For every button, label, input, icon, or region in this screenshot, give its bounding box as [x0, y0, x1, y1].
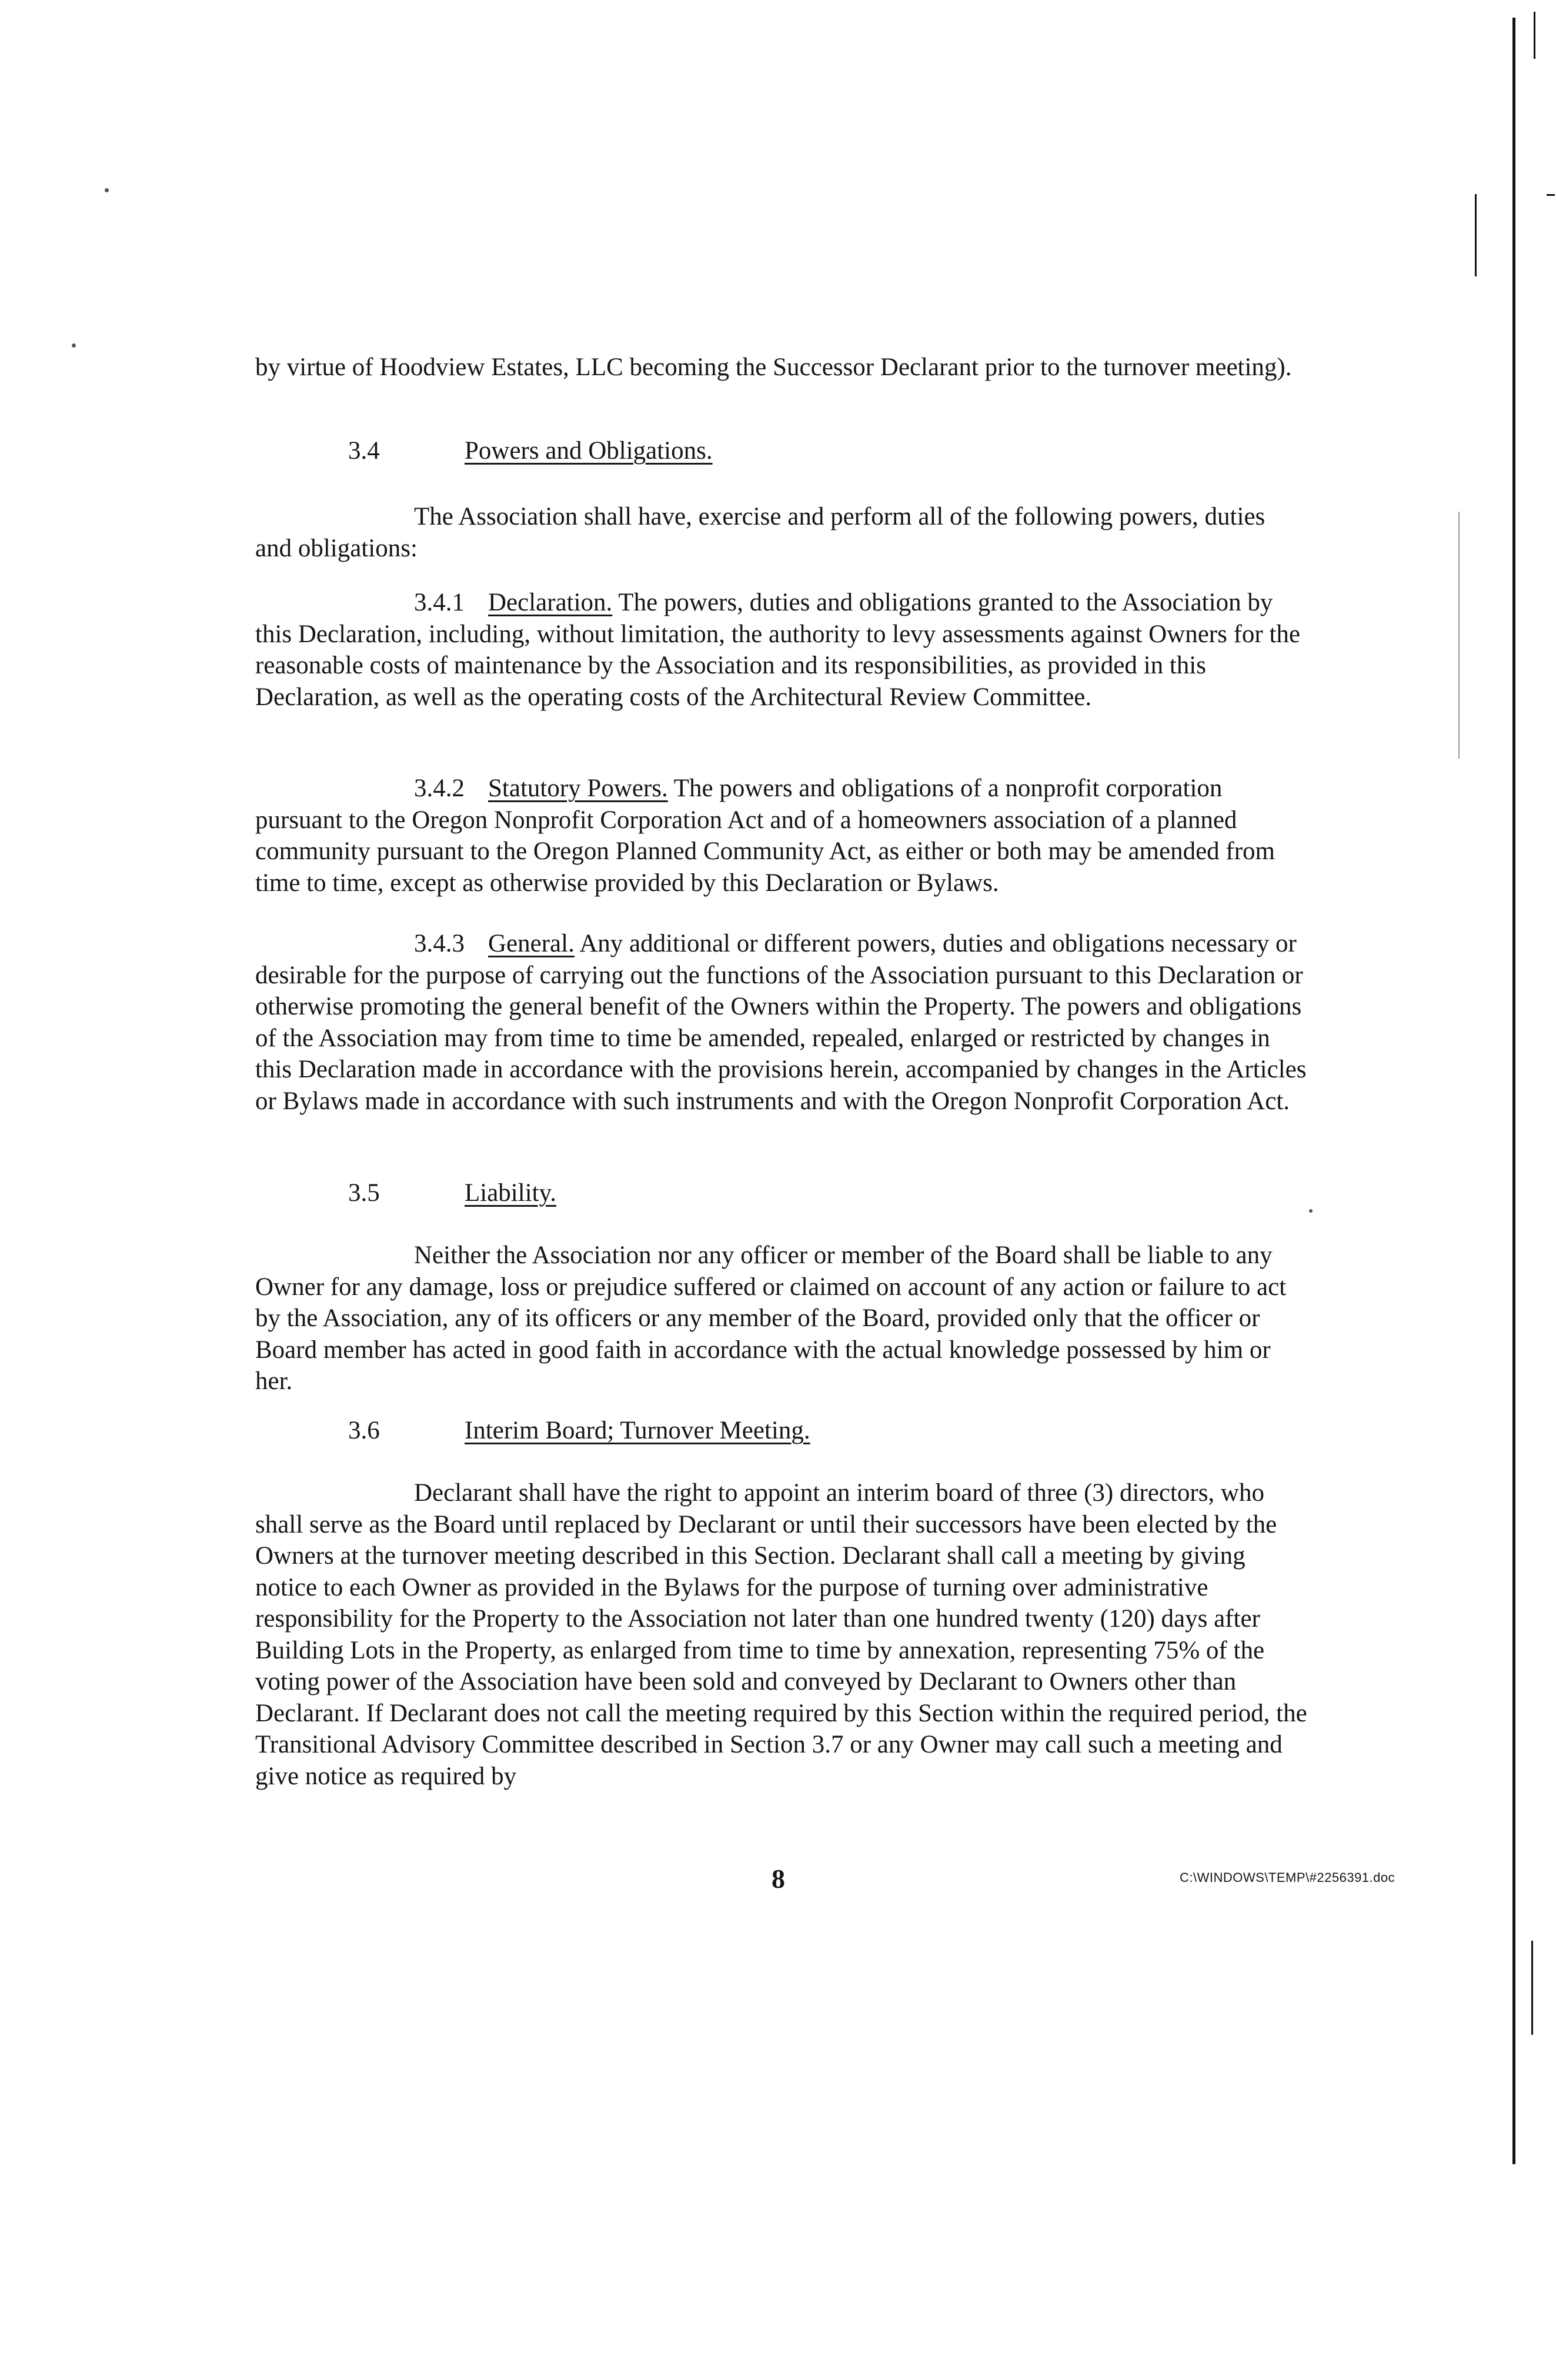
subsection-3-4-1: [255, 587, 1308, 713]
subsection-number: 3.4.1: [414, 589, 465, 616]
section-title: Powers and Obligations.: [465, 437, 713, 465]
footer-file-path: C:\WINDOWS\TEMP\#2256391.doc: [1180, 1870, 1395, 1885]
page-number: 8: [772, 1864, 785, 1894]
scan-edge-mark: [1547, 194, 1555, 196]
subsection-body: Any additional or different powers, duties and obligations necessary or desirable for the purpose of carrying out the functions of the Association pursuant to this Declaration or otherwise promoting the general benefit of the Owners within the Property. The powers and obligations of the Association may from time to time be amended, repealed, enlarged or restricted by changes in this Declaration made in accordance with the provisions herein, accompanied by changes in the Articles or Bylaws made in accordance with such instruments and with the Oregon Nonprofit Corporation Act.: [255, 930, 1307, 1115]
subsection-title: Statutory Powers.: [488, 775, 668, 802]
scan-edge-mark: [1458, 512, 1460, 759]
subsection-title: General.: [488, 930, 575, 957]
section-title: Liability.: [465, 1179, 557, 1207]
section-3-4-heading: [348, 435, 713, 467]
subsection-number: 3.4.3: [414, 930, 465, 957]
section-3-4-body: The Association shall have, exercise and perform all of the following powers, duties and obligations:: [255, 503, 1265, 562]
subsection-3-4-3: [255, 928, 1308, 1117]
scan-edge-line: [1512, 18, 1515, 2164]
section-number: 3.5: [348, 1179, 380, 1207]
section-title: Interim Board; Turnover Meeting.: [465, 1417, 810, 1444]
scan-edge-mark: [1531, 1941, 1533, 2035]
subsection-body: The powers, duties and obligations granted to the Association by this Declaration, including, without limitation, the authority to levy assessments against Owners for the reasonable costs of maintenance by the Association and its responsibilities, as provided in this Declaration, as well as the operating costs of the Architectural Review Committee.: [255, 589, 1301, 711]
section-number: 3.6: [348, 1417, 380, 1444]
section-3-5-body: Neither the Association nor any officer or member of the Board shall be liable to any Owner for any damage, loss or prejudice suffered or claimed on account of any action or failure to act by the Association, any of its officers or any member of the Board, provided only that the officer or Board member has acted in good faith in accordance with the actual knowledge possessed by him or her.: [255, 1241, 1287, 1395]
subsection-3-4-2: [255, 773, 1308, 899]
intro-paragraph: by virtue of Hoodview Estates, LLC becoming the Successor Declarant prior to the turnover meeting).: [255, 353, 1292, 381]
section-3-5-heading: [348, 1177, 556, 1209]
scan-edge-mark: [1475, 194, 1477, 276]
subsection-body: The powers and obligations of a nonprofit corporation pursuant to the Oregon Nonprofit Corporation Act and of a homeowners association of a planned community pursuant to the Oregon Planned Community Act, as either or both may be amended from time to time, except as otherwise provided by this Declaration or Bylaws.: [255, 775, 1275, 897]
scan-speck: [72, 343, 76, 348]
scan-edge-mark: [1534, 12, 1535, 59]
section-number: 3.4: [348, 437, 380, 465]
subsection-number: 3.4.2: [414, 775, 465, 802]
scan-speck: [1309, 1209, 1313, 1213]
scan-speck: [105, 188, 109, 192]
section-3-6-body: Declarant shall have the right to appoint an interim board of three (3) directors, who shall serve as the Board until replaced by Declarant or until their successors have been elected by the Owners at the turnover meeting described in this Section. Declarant shall call a meeting by giving notice to each Owner as provided in the Bylaws for the purpose of turning over administrative responsibility for the Property to the Association not later than one hundred twenty (120) days after Building Lots in the Property, as enlarged from time to time by annexation, representing 75% of the voting power of the Association have been sold and conveyed by Declarant to Owners other than Declarant. If Declarant does not call the meeting required by this Section within the required period, the Transitional Advisory Committee described in Section 3.7 or any Owner may call such a meeting and give notice as required by: [255, 1479, 1307, 1790]
section-3-6-heading: [348, 1415, 810, 1447]
subsection-title: Declaration.: [488, 589, 613, 616]
